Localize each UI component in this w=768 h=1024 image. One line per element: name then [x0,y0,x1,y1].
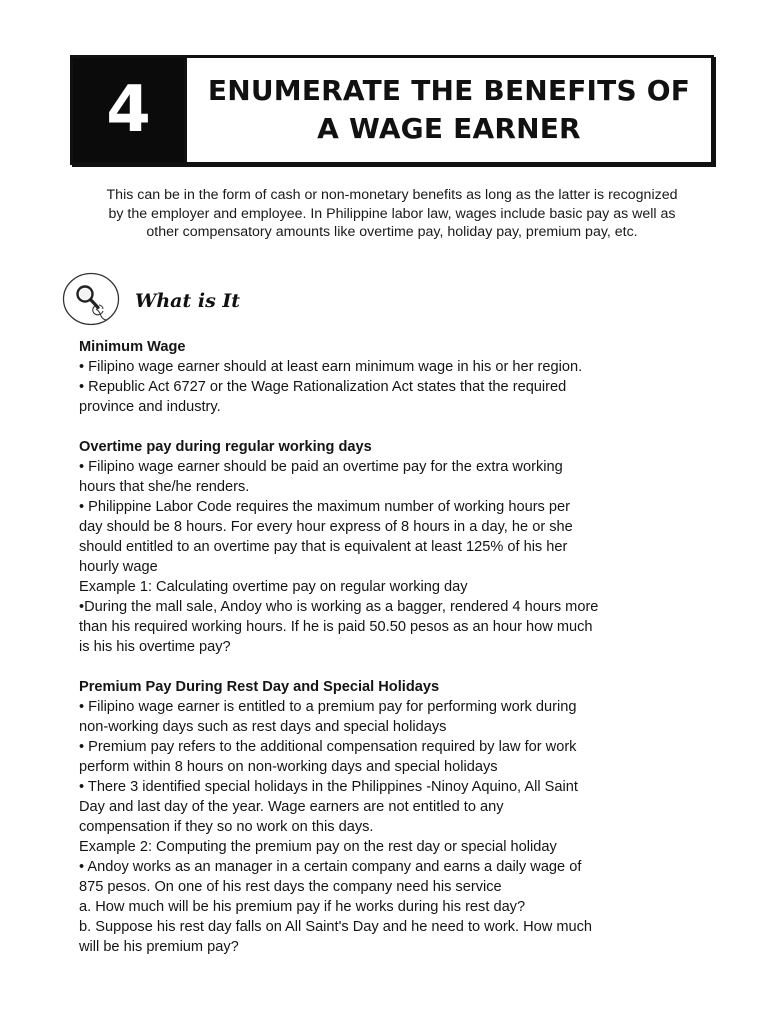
overtime-line: hourly wage [79,559,158,575]
overtime-line: day should be 8 hours. For every hour express of 8 hours in a day, he or she [79,519,573,535]
lesson-title-line-2: A WAGE EARNER [317,112,581,145]
premium-line: Day and last day of the year. Wage earners are not entitled to any [79,799,504,815]
premium-heading: Premium Pay During Rest Day and Special Holidays [79,679,440,695]
section-banner [62,270,362,330]
minimum-wage-line: • Republic Act 6727 or the Wage Rationalization Act states that the required [79,379,567,395]
minimum-wage-line: • Filipino wage earner should at least earn minimum wage in his or her region. [79,359,583,375]
overtime-heading: Overtime pay during regular working days [79,439,372,455]
intro-paragraph [70,186,714,242]
lesson-number-box [73,58,184,162]
paragraph-spacer [79,417,679,437]
premium-line: • Filipino wage earner is entitled to a premium pay for performing work during [79,699,577,715]
intro-line: other compensatory amounts like overtime pay, holiday pay, premium pay, etc. [146,224,638,240]
premium-line: • Premium pay refers to the additional compensation required by law for work [79,739,577,755]
paragraph-spacer [79,657,679,677]
lesson-number: 4 [106,73,151,147]
premium-line: compensation if they so no work on this days. [79,819,374,835]
lesson-header [70,55,714,165]
intro-line: by the employer and employee. In Philippine labor law, wages include basic pay as well as [108,205,676,222]
minimum-wage-line: province and industry. [79,399,221,415]
premium-line: a. How much will be his premium pay if he works during his rest day? [79,899,526,915]
overtime-line: •During the mall sale, Andoy who is working as a bagger, rendered 4 hours more [79,599,599,615]
overtime-line: should entitled to an overtime pay that is equivalent at least 125% of his her [79,539,568,555]
premium-line: 875 pesos. On one of his rest days the company need his service [79,879,502,895]
intro-line: This can be in the form of cash or non-monetary benefits as long as the latter is recognized [106,187,678,203]
overtime-line: than his required working hours. If he is paid 50.50 pesos as an hour how much [79,619,593,635]
premium-line: • There 3 identified special holidays in the Philippines -Ninoy Aquino, All Saint [79,779,578,795]
magnifying-glass-icon [62,272,120,326]
premium-line: non-working days such as rest days and special holidays [79,719,447,735]
overtime-line: hours that she/he renders. [79,479,250,495]
premium-line: • Andoy works as an manager in a certain company and earns a daily wage of [79,859,582,875]
overtime-line: • Philippine Labor Code requires the maximum number of working hours per [79,499,570,515]
lesson-title-line-1: ENUMERATE THE BENEFITS OF [207,74,691,107]
overtime-line: Example 1: Calculating overtime pay on regular working day [79,579,468,595]
lesson-title-box [184,58,711,162]
premium-line: will be his premium pay? [79,939,239,955]
premium-line: perform within 8 hours on non-working days and special holidays [79,759,498,775]
section-title: What is It [135,290,241,312]
overtime-line: is his his overtime pay? [79,639,231,655]
minimum-wage-heading: Minimum Wage [79,339,186,355]
overtime-line: • Filipino wage earner should be paid an overtime pay for the extra working [79,459,563,475]
premium-line: Example 2: Computing the premium pay on the rest day or special holiday [79,839,557,855]
lesson-content [79,337,679,957]
premium-line: b. Suppose his rest day falls on All Saint's Day and he need to work. How much [79,919,593,935]
